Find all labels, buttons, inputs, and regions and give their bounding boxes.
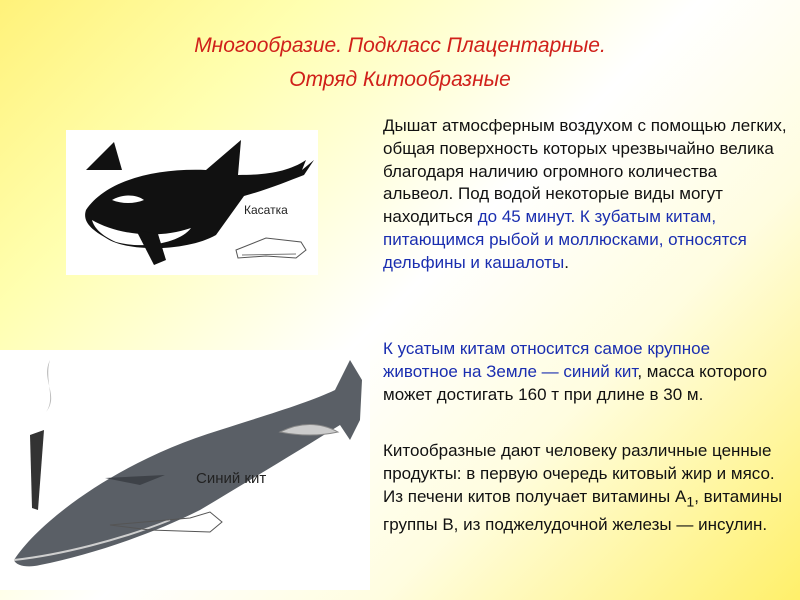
orca-illustration bbox=[66, 130, 318, 275]
paragraph-baleen-whales bbox=[383, 338, 788, 406]
slide-title-line1: Многообразие. Подкласс Плацентарные. bbox=[194, 34, 606, 57]
paragraph-products-text-b: , витамины группы В, из поджелудочной железы — инсулин. bbox=[383, 486, 783, 534]
baleen-whales-highlight: К усатым китам относится самое крупное животное на Земле — синий кит bbox=[383, 339, 711, 381]
paragraph-baleen-text: , масса которого может достигать 160 т при длине в 30 м. bbox=[383, 361, 768, 404]
vitamin-subscript: 1 bbox=[686, 493, 695, 510]
paragraph-products-text-a: Китообразные дают человеку различные ценные продукты: в первую очередь китовый жир и мясо. Из печени китов получает витамины А bbox=[383, 441, 775, 506]
paragraph-breathing-end: . bbox=[564, 252, 569, 272]
blue-whale-caption: Синий кит bbox=[196, 470, 267, 487]
blue-whale-illustration bbox=[0, 350, 370, 590]
orca-caption: Касатка bbox=[244, 203, 288, 217]
paragraph-products bbox=[383, 440, 788, 537]
paragraph-breathing-text: Дышат атмосферным воздухом с помощью легких, общая поверхность которых чрезвычайно велика благодаря наличию огромного количества альвеол. Под водой некоторые виды могут находиться bbox=[383, 116, 787, 227]
slide-title-line2: Отряд Китообразные bbox=[289, 68, 511, 91]
toothed-whales-highlight: до 45 минут. К зубатым китам, питающимся рыбой и моллюсками, относятся дельфины и кашалоты bbox=[383, 207, 747, 272]
paragraph-breathing bbox=[383, 115, 788, 275]
